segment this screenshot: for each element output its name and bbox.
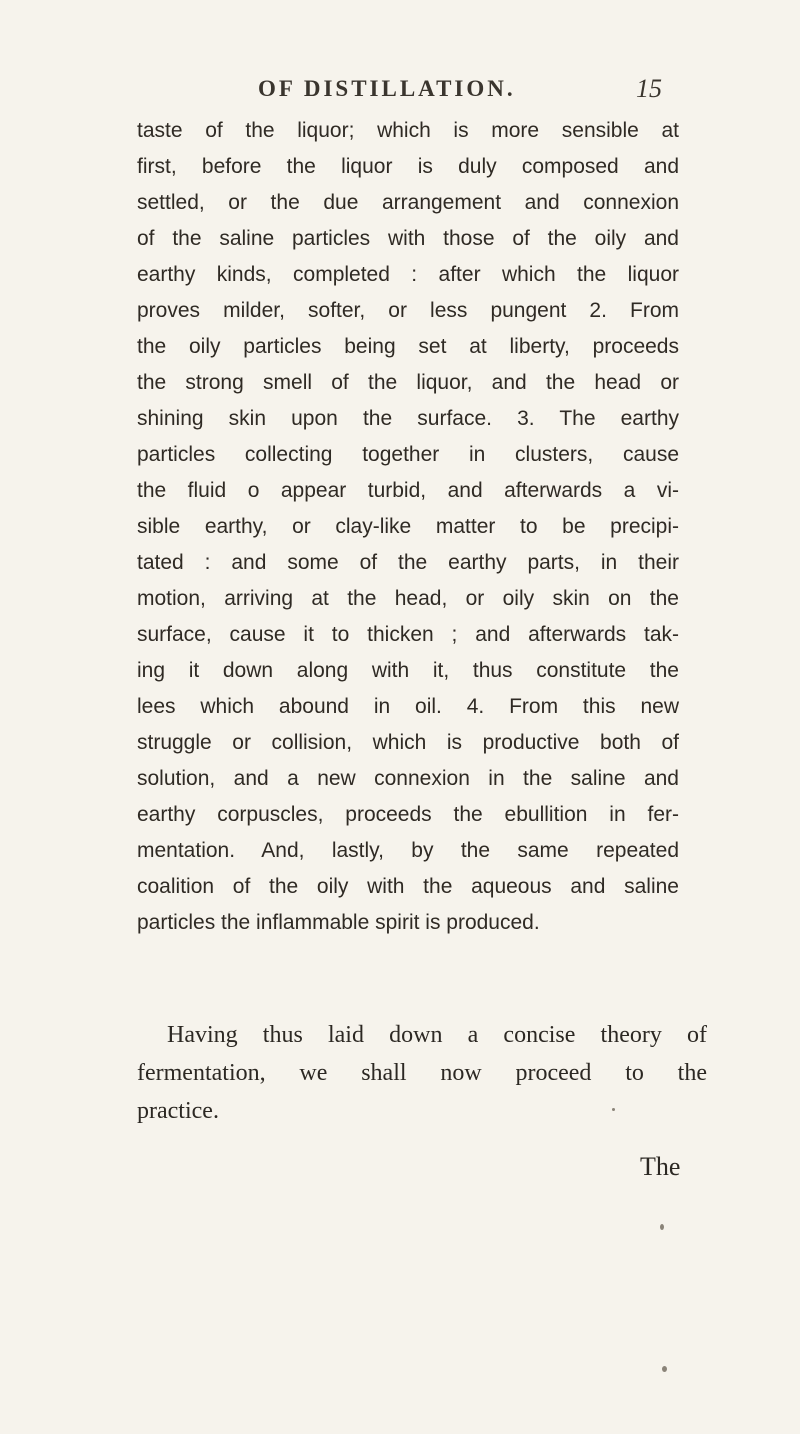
text-line: proves milder, softer, or less pungent 2. From [137,299,679,322]
text-line: earthy corpuscles, proceeds the ebullition in fer- [137,803,679,826]
paper-speck [662,1366,667,1372]
text-line: ing it down along with it, thus constitute the [137,659,679,682]
text-line: of the saline particles with those of the oily and [137,227,679,250]
text-line: practice. [137,1098,219,1124]
page-number: 15 [636,74,662,103]
paper-speck [660,1224,664,1230]
text-line: taste of the liquor; which is more sensible at [137,119,679,142]
text-line: the oily particles being set at liberty, proceeds [137,335,679,358]
text-line: particles collecting together in clusters, cause [137,443,679,466]
text-line: first, before the liquor is duly composed and [137,155,679,178]
text-line: motion, arriving at the head, or oily skin on the [137,587,679,610]
text-line: earthy kinds, completed : after which the liquor [137,263,679,286]
text-line: solution, and a new connexion in the saline and [137,767,679,790]
text-line: lees which abound in oil. 4. From this new [137,695,679,718]
text-line: the strong smell of the liquor, and the head or [137,371,679,394]
catchword: The [640,1152,681,1181]
text-line: Having thus laid down a concise theory of [167,1022,707,1048]
text-line: mentation. And, lastly, by the same repeated [137,839,679,862]
paragraph-1 [137,113,679,941]
running-head: OF DISTILLATION. [258,76,516,101]
text-line: fermentation, we shall now proceed to the [137,1060,707,1086]
text-line: surface, cause it to thicken ; and afterwards tak- [137,623,679,646]
text-line: struggle or collision, which is productive both of [137,731,679,754]
text-line: particles the inflammable spirit is produced. [137,911,540,934]
text-line: the fluid o appear turbid, and afterwards a vi- [137,479,679,502]
text-line: shining skin upon the surface. 3. The earthy [137,407,679,430]
text-line: coalition of the oily with the aqueous and saline [137,875,679,898]
text-line: tated : and some of the earthy parts, in their [137,551,679,574]
text-line: sible earthy, or clay-like matter to be precipi- [137,515,679,538]
text-line: settled, or the due arrangement and connexion [137,191,679,214]
paper-speck [612,1108,615,1111]
paragraph-2 [137,1016,707,1130]
